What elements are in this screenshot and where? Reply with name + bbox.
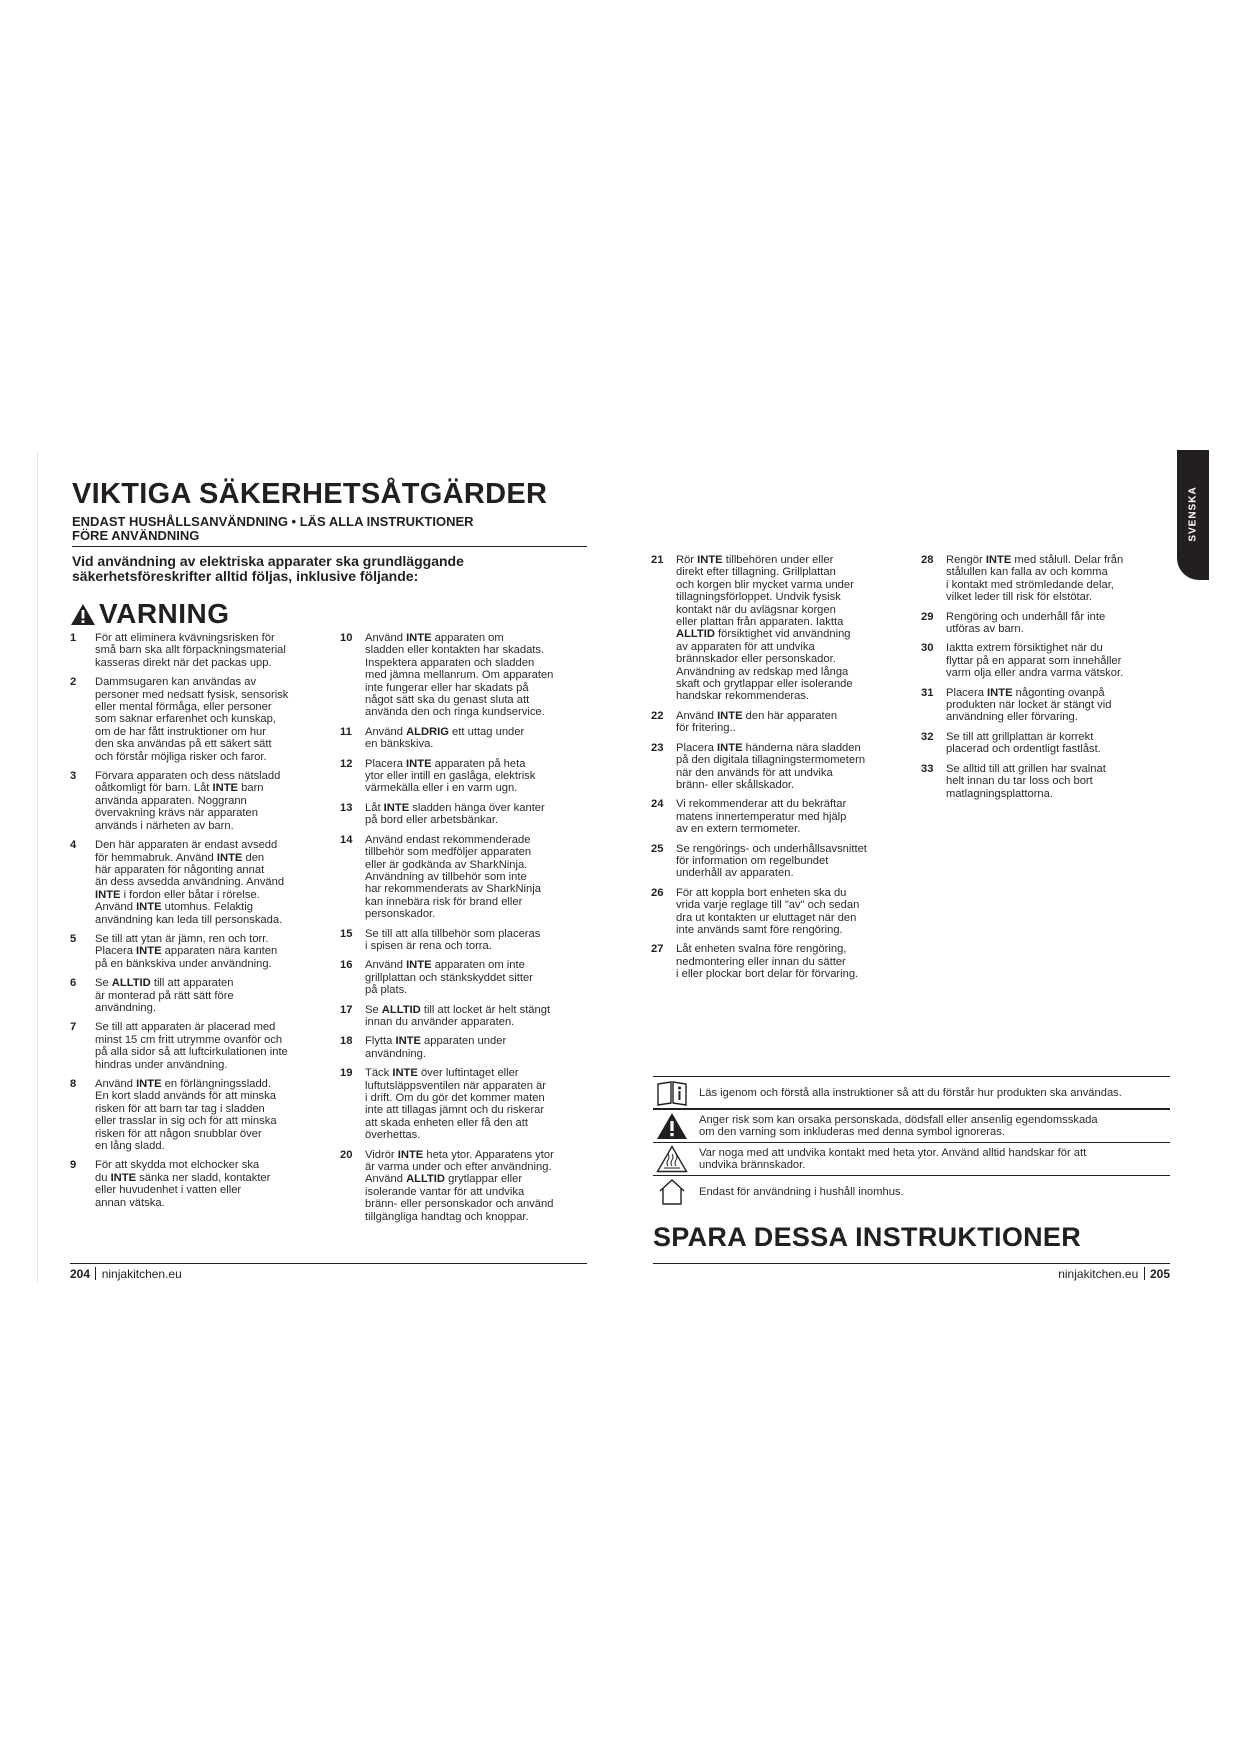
instruction-number: 16 <box>340 959 353 972</box>
read-manual-icon <box>653 1077 691 1109</box>
legend-text-warning-line-2: om den varning som inkluderas med denna symbol ignoreras. <box>699 1126 1005 1138</box>
instruction-item-26 <box>651 887 913 937</box>
instruction-number: 5 <box>70 932 77 945</box>
instruction-number: 22 <box>651 709 664 722</box>
hot-surface-icon <box>653 1143 691 1175</box>
instruction-number: 8 <box>70 1078 77 1090</box>
instruction-item-17 <box>340 1004 602 1029</box>
instruction-item-21 <box>651 554 913 703</box>
legend-row-hot-surface <box>653 1143 1170 1176</box>
legend-text-hot-surface <box>691 1147 1086 1172</box>
legend-row-warning <box>653 1110 1170 1143</box>
subtitle <box>72 515 592 543</box>
instruction-number: 33 <box>921 762 934 775</box>
instruction-number: 30 <box>921 642 934 655</box>
legend-text-hot-surface-line-1: Var noga med att undvika kontakt med heta ytor. Använd alltid handskar för att <box>699 1146 1087 1159</box>
instruction-text: Rengör INTE med stålull. Delar från stålullen kan falla av och komma i kontakt med strömledande delar, vilket leder till risk för elstötar. <box>946 554 1124 604</box>
save-instructions-heading: SPARA DESSA INSTRUKTIONER <box>653 1222 1082 1252</box>
intro-line-2: säkerhetsföreskrifter alltid följas, inklusive följande: <box>72 568 419 584</box>
instruction-text: Se rengörings- och underhållsavsnittet för information om regelbundet underhåll av apparaten. <box>676 842 867 880</box>
instruction-text: Se ALLTID till att apparaten är monterad på rätt sätt före användning. <box>95 977 234 1014</box>
instruction-item-25 <box>651 843 913 880</box>
instruction-text: För att eliminera kvävningsrisken för små barn ska allt förpackningsmaterial kasseras direkt när det packas upp. <box>95 632 286 669</box>
language-tab-label: SVENSKA <box>1187 486 1199 542</box>
instruction-number: 9 <box>70 1159 77 1172</box>
instruction-text: Se alltid till att grillen har svalnat helt innan du tar loss och bort matlagningsplattorna. <box>946 762 1106 800</box>
instruction-item-22 <box>651 710 913 735</box>
warning-heading <box>70 598 230 630</box>
instruction-item-7 <box>70 1021 338 1071</box>
instruction-text: Iaktta extrem försiktighet när du flyttar på en apparat som innehåller varm olja eller andra varma vätskor. <box>946 642 1124 680</box>
instruction-item-27 <box>651 943 913 980</box>
instruction-text: Använd INTE apparaten om sladden eller kontakten har skadats. Inspektera apparaten och sladden med jämna mellanrum. Om apparaten inte fungerar eller har skadats på något sätt ska du genast sluta att använda den och ringa kundservice. <box>365 632 554 719</box>
instruction-text: Rengöring och underhåll får inte utföras av barn. <box>946 610 1106 636</box>
instruction-number: 11 <box>340 725 352 738</box>
instruction-text: Se till att ytan är jämn, ren och torr. Placera INTE apparaten nära kanten på en bänkskiva under användning. <box>95 932 278 970</box>
instruction-text: Flytta INTE apparaten under användning. <box>365 1035 507 1060</box>
instruction-number: 2 <box>70 676 77 689</box>
instruction-item-12 <box>340 758 602 795</box>
page-title: VIKTIGA SÄKERHETSÅTGÄRDER <box>72 478 548 510</box>
instruction-number: 14 <box>340 833 353 846</box>
instruction-text: Dammsugaren kan användas av personer med nedsatt fysisk, sensorisk eller mental förmåga, eller personer som saknar erfarenhet och kunskap, om de har fått instruktioner om hur den ska användas på ett säkert sätt och förstår möjliga risker och faror. <box>95 676 289 763</box>
instruction-text: Använd INTE en förlängningssladd. En kort sladd används för att minska risken för att barn tar tag i sladden eller trasslar in sig och för att minska risken för att någon snubblar över en lång sladd. <box>95 1078 277 1153</box>
page-number-right: 205 <box>1149 1267 1170 1281</box>
page-margin-rule <box>37 452 38 1282</box>
instructions-column-4 <box>921 554 1171 807</box>
instruction-text: Använd INTE den här apparaten för fritering.. <box>676 709 838 735</box>
instruction-item-23 <box>651 742 913 792</box>
instruction-text: Använd INTE apparaten om inte grillplattan och stänkskyddet sitter på plats. <box>365 959 533 997</box>
instruction-text: Vi rekommenderar att du bekräftar matens innertemperatur med hjälp av en extern termometer. <box>676 798 847 836</box>
instruction-item-11 <box>340 726 602 751</box>
footer-right-website: ninjakitchen.eu <box>1058 1267 1139 1281</box>
instruction-number: 10 <box>340 632 353 644</box>
instruction-item-29 <box>921 611 1171 636</box>
instruction-item-14 <box>340 834 602 921</box>
instruction-text: Täck INTE över luftintaget eller luftutsläppsventilen när apparaten är i drift. Om du gör det kommer maten inte att tillagas jämnt och du riskerar att skada enheten eller få den att överhettas. <box>365 1067 546 1142</box>
legend-text-manual: Läs igenom och förstå alla instruktioner så att du förstår hur produkten ska användas. <box>699 1086 1122 1099</box>
instruction-text: Se ALLTID till att locket är helt stängt innan du använder apparaten. <box>365 1003 551 1028</box>
instruction-text: Placera INTE apparaten på heta ytor eller intill en gaslåga, elektrisk värmekälla eller i en varm ugn. <box>365 757 536 795</box>
instruction-item-31 <box>921 687 1171 724</box>
instruction-item-2 <box>70 676 338 763</box>
intro-line-1: Vid användning av elektriska apparater ska grundläggande <box>72 553 464 569</box>
legend-text-warning <box>691 1114 1098 1139</box>
instruction-text: Använd endast rekommenderade tillbehör som medföljer apparaten eller är godkända av SharkNinja. Användning av tillbehör som inte har rekommenderats av SharkNinja kan innebära risk för brand eller personskador. <box>365 833 541 921</box>
instruction-number: 12 <box>340 757 353 770</box>
instruction-item-6 <box>70 977 338 1014</box>
instruction-number: 26 <box>651 886 664 899</box>
instruction-item-24 <box>651 798 913 835</box>
instruction-text: Rör INTE tillbehören under eller direkt efter tillagning. Grillplattan och korgen blir mycket varma under tillagningsförloppet. Undvik fysisk kontakt när du avlägsnar korgen eller plattan från apparaten. Iakttа ALLTID försiktighet vid användning av apparaten för att undvika brännskador eller personskador. Användning av redskap med långa skaft och grytlappar eller isolerande handskar rekommenderas. <box>676 554 854 703</box>
language-tab <box>1177 450 1209 580</box>
instruction-number: 4 <box>70 839 77 852</box>
instruction-number: 29 <box>921 610 934 623</box>
instruction-number: 17 <box>340 1003 353 1016</box>
instruction-number: 31 <box>921 686 934 699</box>
instruction-item-8 <box>70 1078 338 1152</box>
footer-left-rule <box>70 1263 587 1264</box>
legend-row-manual <box>653 1077 1170 1110</box>
instruction-number: 1 <box>70 632 77 644</box>
instruction-item-9 <box>70 1159 338 1209</box>
instruction-text: Se till att apparaten är placerad med minst 15 cm fritt utrymme ovanför och på alla sidor så att luftcirkulationen inte hindras under användning. <box>95 1021 288 1071</box>
instruction-number: 3 <box>70 770 77 783</box>
instruction-item-18 <box>340 1035 602 1060</box>
instruction-number: 20 <box>340 1148 353 1161</box>
instruction-item-28 <box>921 554 1171 604</box>
instruction-number: 24 <box>651 798 664 811</box>
instruction-item-30 <box>921 642 1171 679</box>
warning-triangle-icon <box>70 603 96 626</box>
instruction-text: Se till att alla tillbehör som placeras i spisen är rena och torra. <box>365 927 541 952</box>
instruction-text: Placera INTE någonting ovanpå produkten när locket är stängt vid användning eller förvaring. <box>946 686 1112 724</box>
instruction-text: För att koppla bort enheten ska du vrida varje reglage till "av" och sedan dra ut kontakten ur eluttaget när den inte används samt före rengöring. <box>676 886 860 936</box>
instructions-column-1 <box>70 632 338 1216</box>
footer-right <box>1058 1266 1170 1282</box>
instruction-number: 28 <box>921 554 934 566</box>
instruction-number: 15 <box>340 927 353 940</box>
instruction-number: 18 <box>340 1035 353 1048</box>
instruction-number: 7 <box>70 1021 77 1034</box>
instruction-item-19 <box>340 1067 602 1141</box>
legend-text-warning-line-1: Anger risk som kan orsaka personskada, dödsfall eller ansenlig egendomsskada <box>699 1113 1098 1126</box>
instruction-number: 6 <box>70 977 77 990</box>
instructions-column-2 <box>340 632 602 1230</box>
subtitle-line-1: ENDAST HUSHÅLLSANVÄNDNING • LÄS ALLA INSTRUKTIONER <box>72 514 474 529</box>
legend-text-hot-surface-line-2: undvika brännskador. <box>699 1159 806 1171</box>
legend-row-household <box>653 1176 1170 1208</box>
instructions-column-3 <box>651 554 913 988</box>
instruction-item-10 <box>340 632 602 719</box>
instruction-text: Den här apparaten är endast avsedd för hemmabruk. Använd INTE den här apparaten för någonting annat än dess avsedda användning. Använd INTE i fordon eller båtar i rörelse. Använd INTE utomhus. Felaktig användning kan leda till personskada. <box>95 839 285 926</box>
instruction-item-1 <box>70 632 338 669</box>
instruction-number: 32 <box>921 730 934 743</box>
instruction-text: Vidrör INTE heta ytor. Apparatens ytor är varma under och efter användning. Använd ALLTID grytlappar eller isolerande vantar för att undvika bränn- eller personskador och använd tillgängliga handtag och knoppar. <box>365 1148 554 1223</box>
footer-left <box>70 1266 182 1282</box>
instruction-number: 27 <box>651 943 664 956</box>
footer-right-separator <box>1144 1267 1145 1280</box>
intro-text <box>72 554 592 584</box>
instruction-item-33 <box>921 763 1171 800</box>
footer-left-separator <box>95 1267 96 1280</box>
instruction-text: Förvara apparaten och dess nätsladd oåtkomligt för barn. Låt INTE barn använda apparaten. Noggrann övervakning krävs när apparaten används i närheten av barn. <box>95 770 281 832</box>
instruction-item-20 <box>340 1149 602 1223</box>
instruction-number: 23 <box>651 741 664 754</box>
household-icon <box>653 1176 691 1208</box>
instruction-number: 21 <box>651 554 664 566</box>
page-number-left: 204 <box>70 1267 91 1281</box>
instruction-text: Placera INTE händerna nära sladden på den digitala tillagningstermometern när den används för att undvika bränn- eller skållskador. <box>676 741 866 791</box>
symbol-legend <box>653 1077 1170 1208</box>
instruction-item-16 <box>340 959 602 996</box>
subtitle-line-2: FÖRE ANVÄNDNING <box>72 528 200 543</box>
instruction-item-32 <box>921 731 1171 756</box>
instruction-item-5 <box>70 933 338 970</box>
instruction-text: Låt enheten svalna före rengöring, nedmontering eller innan du sätter i eller plockar bort delar för förvaring. <box>676 943 859 981</box>
warning-heading-text: VARNING <box>99 598 230 629</box>
instruction-text: Se till att grillplattan är korrekt placerad och ordentligt fastlåst. <box>946 730 1101 756</box>
legend-divider-1 <box>653 1108 1170 1109</box>
footer-right-rule <box>653 1263 1170 1264</box>
instruction-number: 19 <box>340 1067 353 1080</box>
subtitle-divider <box>72 546 587 547</box>
footer-left-website: ninjakitchen.eu <box>101 1267 182 1281</box>
instruction-number: 13 <box>340 801 353 814</box>
legend-text-household: Endast för användning i hushåll inomhus. <box>699 1185 904 1198</box>
instruction-text: Använd ALDRIG ett uttag under en bänkskiva. <box>365 725 525 751</box>
instruction-item-3 <box>70 770 338 832</box>
instruction-text: Låt INTE sladden hänga över kanter på bord eller arbetsbänkar. <box>365 801 545 827</box>
instruction-item-15 <box>340 928 602 953</box>
instruction-number: 25 <box>651 842 664 855</box>
instruction-item-13 <box>340 802 602 827</box>
warning-triangle-icon <box>653 1110 691 1142</box>
instruction-item-4 <box>70 839 338 926</box>
instruction-text: För att skydda mot elchocker ska du INTE sänka ner sladd, kontakter eller huvudenhet i vatten eller annan vätska. <box>95 1159 271 1209</box>
